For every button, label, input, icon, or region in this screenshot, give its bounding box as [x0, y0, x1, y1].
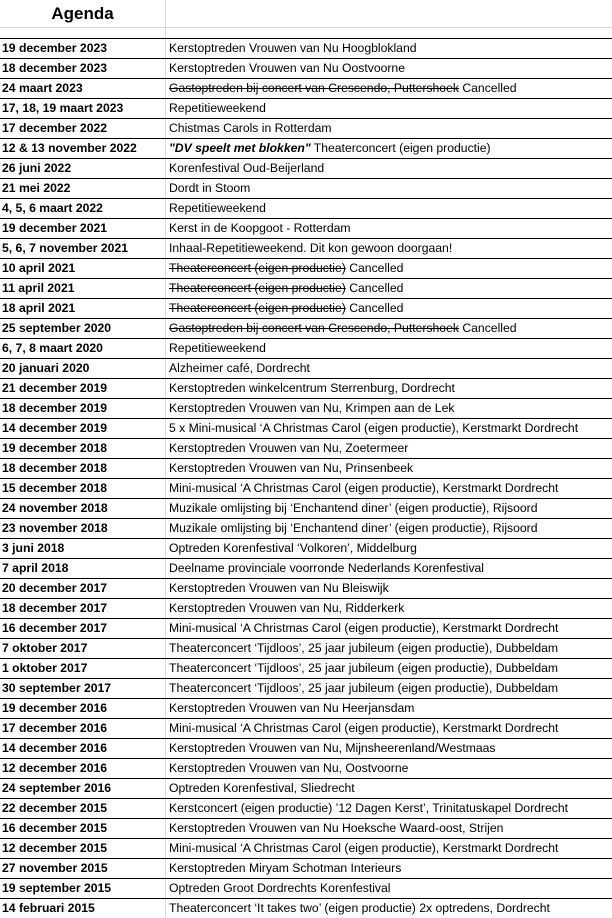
agenda-row: [0, 478, 612, 498]
agenda-row: [0, 618, 612, 638]
agenda-row: [0, 178, 612, 198]
agenda-date: 19 december 2021: [0, 219, 166, 238]
agenda-row: [0, 358, 612, 378]
agenda-event: Kerstoptreden Vrouwen van Nu, Oostvoorne: [169, 761, 409, 775]
event-suffix: Cancelled: [458, 81, 517, 95]
agenda-event: [166, 259, 612, 278]
agenda-row: [0, 258, 612, 278]
agenda-date: 3 juni 2018: [0, 539, 166, 558]
agenda-date: 27 november 2015: [0, 859, 166, 878]
agenda-event: Kerstoptreden Vrouwen van Nu, Zoetermeer: [169, 441, 409, 455]
agenda-row: [0, 538, 612, 558]
agenda-date: 19 december 2023: [0, 39, 166, 58]
agenda-event: Kerst in de Koopgoot - Rotterdam: [169, 221, 351, 235]
agenda-row: [0, 278, 612, 298]
agenda-event: Optreden Korenfestival ‘Volkoren’, Middelburg: [169, 541, 417, 555]
agenda-event: Chistmas Carols in Rotterdam: [169, 121, 332, 135]
agenda-event: Korenfestival Oud-Beijerland: [169, 161, 325, 175]
agenda-row: [0, 798, 612, 818]
agenda-date: 12 december 2015: [0, 839, 166, 858]
event-suffix: Theaterconcert (eigen productie): [310, 141, 491, 155]
spacer-cell-event: [166, 28, 612, 38]
agenda-date: 24 september 2016: [0, 779, 166, 798]
agenda-row: [0, 318, 612, 338]
agenda-event: Dordt in Stoom: [169, 181, 251, 195]
agenda-row: [0, 878, 612, 898]
agenda-date: 25 september 2020: [0, 319, 166, 338]
agenda-date: 7 oktober 2017: [0, 639, 166, 658]
agenda-event: [166, 279, 612, 298]
agenda-event: Kerstoptreden Vrouwen van Nu, Krimpen aan de Lek: [169, 401, 455, 415]
agenda-event: Mini-musical ‘A Christmas Carol (eigen productie), Kerstmarkt Dordrecht: [169, 481, 559, 495]
agenda-event: Kerstoptreden Vrouwen van Nu Hoeksche Waard-oost, Strijen: [169, 821, 504, 835]
agenda-date: 14 december 2016: [0, 739, 166, 758]
agenda-event: Theaterconcert ‘Tijdloos’, 25 jaar jubileum (eigen productie), Dubbeldam: [169, 641, 559, 655]
agenda-row: [0, 398, 612, 418]
agenda-date: 21 mei 2022: [0, 179, 166, 198]
agenda-date: 30 september 2017: [0, 679, 166, 698]
agenda-title: Agenda: [0, 0, 166, 28]
agenda-event: Repetitieweekend: [169, 101, 266, 115]
agenda-date: 20 december 2017: [0, 579, 166, 598]
agenda-date: 4, 5, 6 maart 2022: [0, 199, 166, 218]
agenda-event: Repetitieweekend: [169, 201, 266, 215]
agenda-event: 5 x Mini-musical ‘A Christmas Carol (eigen productie), Kerstmarkt Dordrecht: [169, 421, 579, 435]
agenda-date: 18 april 2021: [0, 299, 166, 318]
agenda-event: [166, 139, 612, 158]
agenda-date: 15 december 2018: [0, 479, 166, 498]
agenda-event: Optreden Groot Dordrechts Korenfestival: [169, 881, 391, 895]
agenda-date: 16 december 2015: [0, 819, 166, 838]
agenda-row: [0, 338, 612, 358]
agenda-row: [0, 638, 612, 658]
agenda-row: [0, 738, 612, 758]
agenda-event: Optreden Korenfestival, Sliedrecht: [169, 781, 355, 795]
agenda-row: [0, 658, 612, 678]
agenda-date: 1 oktober 2017: [0, 659, 166, 678]
agenda-date: 14 februari 2015: [0, 899, 166, 918]
agenda-date: 6, 7, 8 maart 2020: [0, 339, 166, 358]
agenda-event: Theaterconcert ‘It takes two’ (eigen productie) 2x optredens, Dordrecht: [169, 901, 550, 915]
agenda-event: Deelname provinciale voorronde Nederlands Korenfestival: [169, 561, 485, 575]
spacer-row: [0, 28, 612, 38]
agenda-event: Theaterconcert ‘Tijdloos’, 25 jaar jubileum (eigen productie), Dubbeldam: [169, 661, 559, 675]
agenda-event: Mini-musical ‘A Christmas Carol (eigen productie), Kerstmarkt Dordrecht: [169, 841, 559, 855]
agenda-row: [0, 718, 612, 738]
agenda-date: 14 december 2019: [0, 419, 166, 438]
agenda-event: Kerstoptreden Vrouwen van Nu, Mijnsheerenland/Westmaas: [169, 741, 496, 755]
agenda-date: 24 maart 2023: [0, 79, 166, 98]
agenda-row: [0, 78, 612, 98]
agenda-date: 26 juni 2022: [0, 159, 166, 178]
agenda-row: [0, 58, 612, 78]
cancelled-event-text: Theaterconcert (eigen productie): [169, 261, 346, 275]
agenda-row: [0, 518, 612, 538]
agenda-event: Repetitieweekend: [169, 341, 266, 355]
agenda-date: 24 november 2018: [0, 499, 166, 518]
agenda-event: [166, 299, 612, 318]
agenda-event: Kerstoptreden Vrouwen van Nu, Ridderkerk: [169, 601, 405, 615]
agenda-rows: [0, 38, 612, 918]
agenda-row: [0, 438, 612, 458]
agenda-date: 17, 18, 19 maart 2023: [0, 99, 166, 118]
agenda-event: Kerstoptreden Vrouwen van Nu Oostvoorne: [169, 61, 405, 75]
agenda-event: Kerstoptreden Vrouwen van Nu, Prinsenbeek: [169, 461, 414, 475]
agenda-event: [166, 79, 612, 98]
agenda-date: 16 december 2017: [0, 619, 166, 638]
agenda-date: 18 december 2019: [0, 399, 166, 418]
agenda-row: [0, 698, 612, 718]
agenda-event: Alzheimer café, Dordrecht: [169, 361, 310, 375]
agenda-row: [0, 118, 612, 138]
agenda-event: Inhaal-Repetitieweekend. Dit kon gewoon doorgaan!: [169, 241, 453, 255]
agenda-row: [0, 198, 612, 218]
agenda-date: 21 december 2019: [0, 379, 166, 398]
agenda-event: [166, 319, 612, 338]
agenda-date: 19 december 2016: [0, 699, 166, 718]
agenda-row: [0, 378, 612, 398]
agenda-date: 22 december 2015: [0, 799, 166, 818]
agenda-date: 19 december 2018: [0, 439, 166, 458]
agenda-date: 18 december 2023: [0, 59, 166, 78]
agenda-row: [0, 838, 612, 858]
agenda-event: Theaterconcert ‘Tijdloos’, 25 jaar jubileum (eigen productie), Dubbeldam: [169, 681, 559, 695]
agenda-row: [0, 898, 612, 918]
agenda-event: Muzikale omlijsting bij ‘Enchantend diner’ (eigen productie), Rijsoord: [169, 501, 538, 515]
header-row: [0, 0, 612, 28]
agenda-row: [0, 218, 612, 238]
cancelled-event-text: Theaterconcert (eigen productie): [169, 281, 346, 295]
agenda-event: Mini-musical ‘A Christmas Carol (eigen productie), Kerstmarkt Dordrecht: [169, 721, 559, 735]
agenda-row: [0, 298, 612, 318]
agenda-row: [0, 98, 612, 118]
agenda-row: [0, 778, 612, 798]
agenda-row: [0, 858, 612, 878]
spacer-cell-date: [0, 28, 166, 38]
cancelled-event-text: Gastoptreden bij concert van Crescendo, Puttershoek: [169, 81, 459, 95]
event-suffix: Cancelled: [345, 281, 404, 295]
agenda-row: [0, 238, 612, 258]
agenda-row: [0, 818, 612, 838]
agenda-row: [0, 38, 612, 58]
event-suffix: Cancelled: [458, 321, 517, 335]
agenda-date: 17 december 2022: [0, 119, 166, 138]
agenda-row: [0, 578, 612, 598]
agenda-event: Mini-musical ‘A Christmas Carol (eigen productie), Kerstmarkt Dordrecht: [169, 621, 559, 635]
agenda-event: Kerstoptreden Miryam Schotman Interieurs: [169, 861, 402, 875]
agenda-date: 5, 6, 7 november 2021: [0, 239, 166, 258]
agenda-date: 10 april 2021: [0, 259, 166, 278]
cancelled-event-text: Theaterconcert (eigen productie): [169, 301, 346, 315]
cancelled-event-text: Gastoptreden bij concert van Crescendo, Puttershoek: [169, 321, 459, 335]
agenda-row: [0, 678, 612, 698]
agenda-event: Kerstoptreden Vrouwen van Nu Bleiswijk: [169, 581, 389, 595]
agenda-date: 12 december 2016: [0, 759, 166, 778]
agenda-row: [0, 598, 612, 618]
agenda-row: [0, 498, 612, 518]
agenda-event: Kerstoptreden Vrouwen van Nu Hoogblokland: [169, 41, 417, 55]
agenda-date: 12 & 13 november 2022: [0, 139, 166, 158]
agenda-date: 17 december 2016: [0, 719, 166, 738]
event-title-emphasis: "DV speelt met blokken": [169, 141, 311, 155]
agenda-row: [0, 458, 612, 478]
agenda-row: [0, 558, 612, 578]
agenda-row: [0, 158, 612, 178]
event-suffix: Cancelled: [345, 301, 404, 315]
agenda-event: Muzikale omlijsting bij ‘Enchantend diner’ (eigen productie), Rijsoord: [169, 521, 538, 535]
agenda-event: Kerstoptreden Vrouwen van Nu Heerjansdam: [169, 701, 415, 715]
agenda-date: 19 september 2015: [0, 879, 166, 898]
agenda-row: [0, 138, 612, 158]
agenda-event: Kerstconcert (eigen productie) ’12 Dagen Kerst’, Trinitatuskapel Dordrecht: [169, 801, 568, 815]
agenda-date: 11 april 2021: [0, 279, 166, 298]
agenda-date: 20 januari 2020: [0, 359, 166, 378]
agenda-date: 7 april 2018: [0, 559, 166, 578]
agenda-date: 18 december 2018: [0, 459, 166, 478]
agenda-row: [0, 418, 612, 438]
header-empty-cell: [166, 0, 612, 28]
agenda-date: 18 december 2017: [0, 599, 166, 618]
agenda-row: [0, 758, 612, 778]
agenda-event: Kerstoptreden winkelcentrum Sterrenburg, Dordrecht: [169, 381, 455, 395]
agenda-date: 23 november 2018: [0, 519, 166, 538]
event-suffix: Cancelled: [345, 261, 404, 275]
